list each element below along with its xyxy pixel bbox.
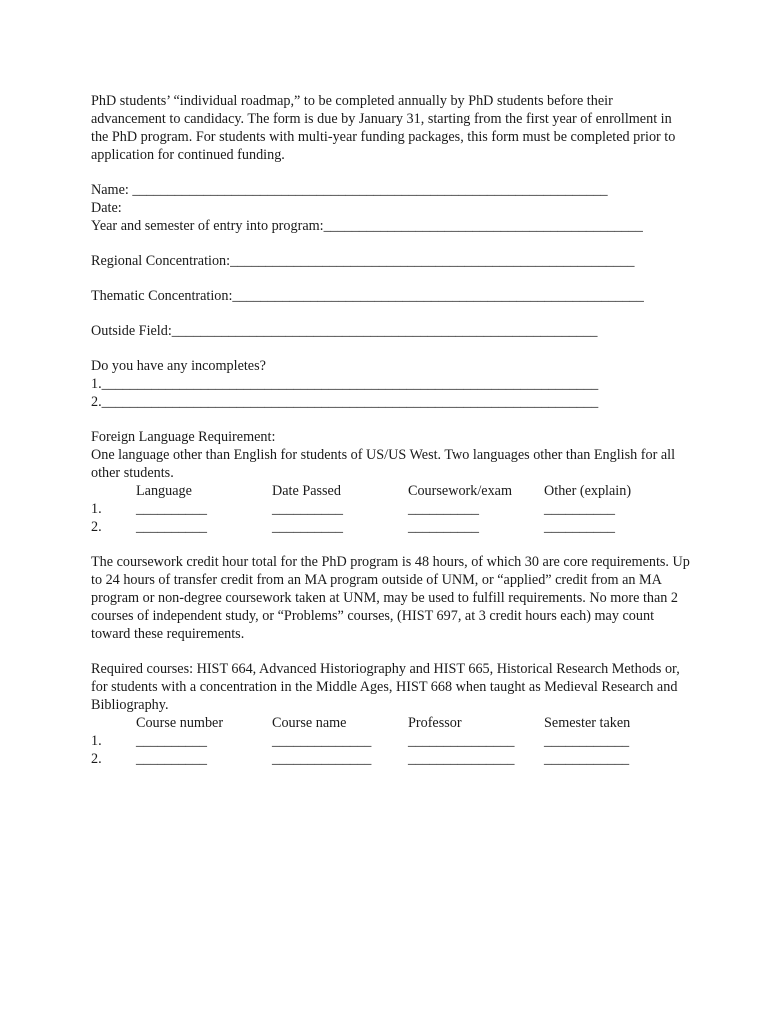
- form-page: [91, 92, 691, 768]
- course-number-blank[interactable]: __________: [136, 733, 207, 749]
- language-row: [91, 518, 691, 536]
- row-number: 1.: [91, 733, 102, 749]
- date-passed-blank[interactable]: __________: [272, 501, 343, 517]
- course-row: [91, 750, 691, 768]
- semester-taken-blank[interactable]: ____________: [544, 733, 630, 749]
- course-name-blank[interactable]: ______________: [272, 733, 372, 749]
- language-row: [91, 500, 691, 518]
- incomplete-line-1[interactable]: 1.______________________________________________________________________: [91, 376, 599, 392]
- coursework-paragraph: The coursework credit hour total for the PhD program is 48 hours, of which 30 are core requirements. Up to 24 hours of transfer credit from an MA program outside of UNM, or “applied” credit from an MA program or non-degree coursework taken at UNM, may be used to fulfill requirements. No more than 2 courses of independent study, or “Problems” courses, (HIST 697, at 3 credit hours each) may count toward these requirements.: [91, 554, 690, 642]
- professor-blank[interactable]: _______________: [408, 733, 515, 749]
- column-professor: Professor: [408, 715, 462, 731]
- column-other-explain: Other (explain): [544, 483, 632, 499]
- incompletes-question: Do you have any incompletes?: [91, 358, 266, 374]
- column-course-name: Course name: [272, 715, 347, 731]
- regional-concentration-field[interactable]: Regional Concentration:_________________________________________________________: [91, 253, 635, 269]
- intro-paragraph: PhD students’ “individual roadmap,” to be completed annually by PhD students before their advancement to candidacy. The form is due by January 31, starting from the first year of enrollment in the PhD program. For students with multi-year funding packages, this form must be completed prior to application for continued funding.: [91, 93, 676, 163]
- column-course-number: Course number: [136, 715, 224, 731]
- professor-blank[interactable]: _______________: [408, 751, 515, 767]
- column-coursework-exam: Coursework/exam: [408, 483, 513, 499]
- row-number: 2.: [91, 519, 102, 535]
- date-field[interactable]: Date:: [91, 200, 122, 216]
- course-row: [91, 732, 691, 750]
- column-date-passed: Date Passed: [272, 483, 341, 499]
- column-language: Language: [136, 483, 192, 499]
- coursework-exam-blank[interactable]: __________: [408, 501, 479, 517]
- semester-taken-blank[interactable]: ____________: [544, 751, 630, 767]
- incomplete-line-2[interactable]: 2.______________________________________________________________________: [91, 394, 599, 410]
- other-explain-blank[interactable]: __________: [544, 501, 615, 517]
- outside-field[interactable]: Outside Field:____________________________________________________________: [91, 323, 598, 339]
- required-courses-paragraph: Required courses: HIST 664, Advanced Historiography and HIST 665, Historical Research Methods or, for students with a concentration in the Middle Ages, HIST 668 when taught as Medieval Research and Bibliography.: [91, 661, 680, 713]
- row-number: 2.: [91, 751, 102, 767]
- other-explain-blank[interactable]: __________: [544, 519, 615, 535]
- course-number-blank[interactable]: __________: [136, 751, 207, 767]
- year-entry-field[interactable]: Year and semester of entry into program:_____________________________________________: [91, 218, 643, 234]
- column-semester-taken: Semester taken: [544, 715, 631, 731]
- language-table-header: [91, 482, 691, 500]
- language-blank[interactable]: __________: [136, 501, 207, 517]
- language-blank[interactable]: __________: [136, 519, 207, 535]
- language-description: One language other than English for students of US/US West. Two languages other than English for all other students.: [91, 447, 676, 481]
- row-number: 1.: [91, 501, 102, 517]
- coursework-exam-blank[interactable]: __________: [408, 519, 479, 535]
- courses-table-header: [91, 714, 691, 732]
- thematic-concentration-field[interactable]: Thematic Concentration:__________________________________________________________: [91, 288, 644, 304]
- course-name-blank[interactable]: ______________: [272, 751, 372, 767]
- date-passed-blank[interactable]: __________: [272, 519, 343, 535]
- name-field[interactable]: Name: ___________________________________________________________________: [91, 182, 608, 198]
- language-heading: Foreign Language Requirement:: [91, 429, 276, 445]
